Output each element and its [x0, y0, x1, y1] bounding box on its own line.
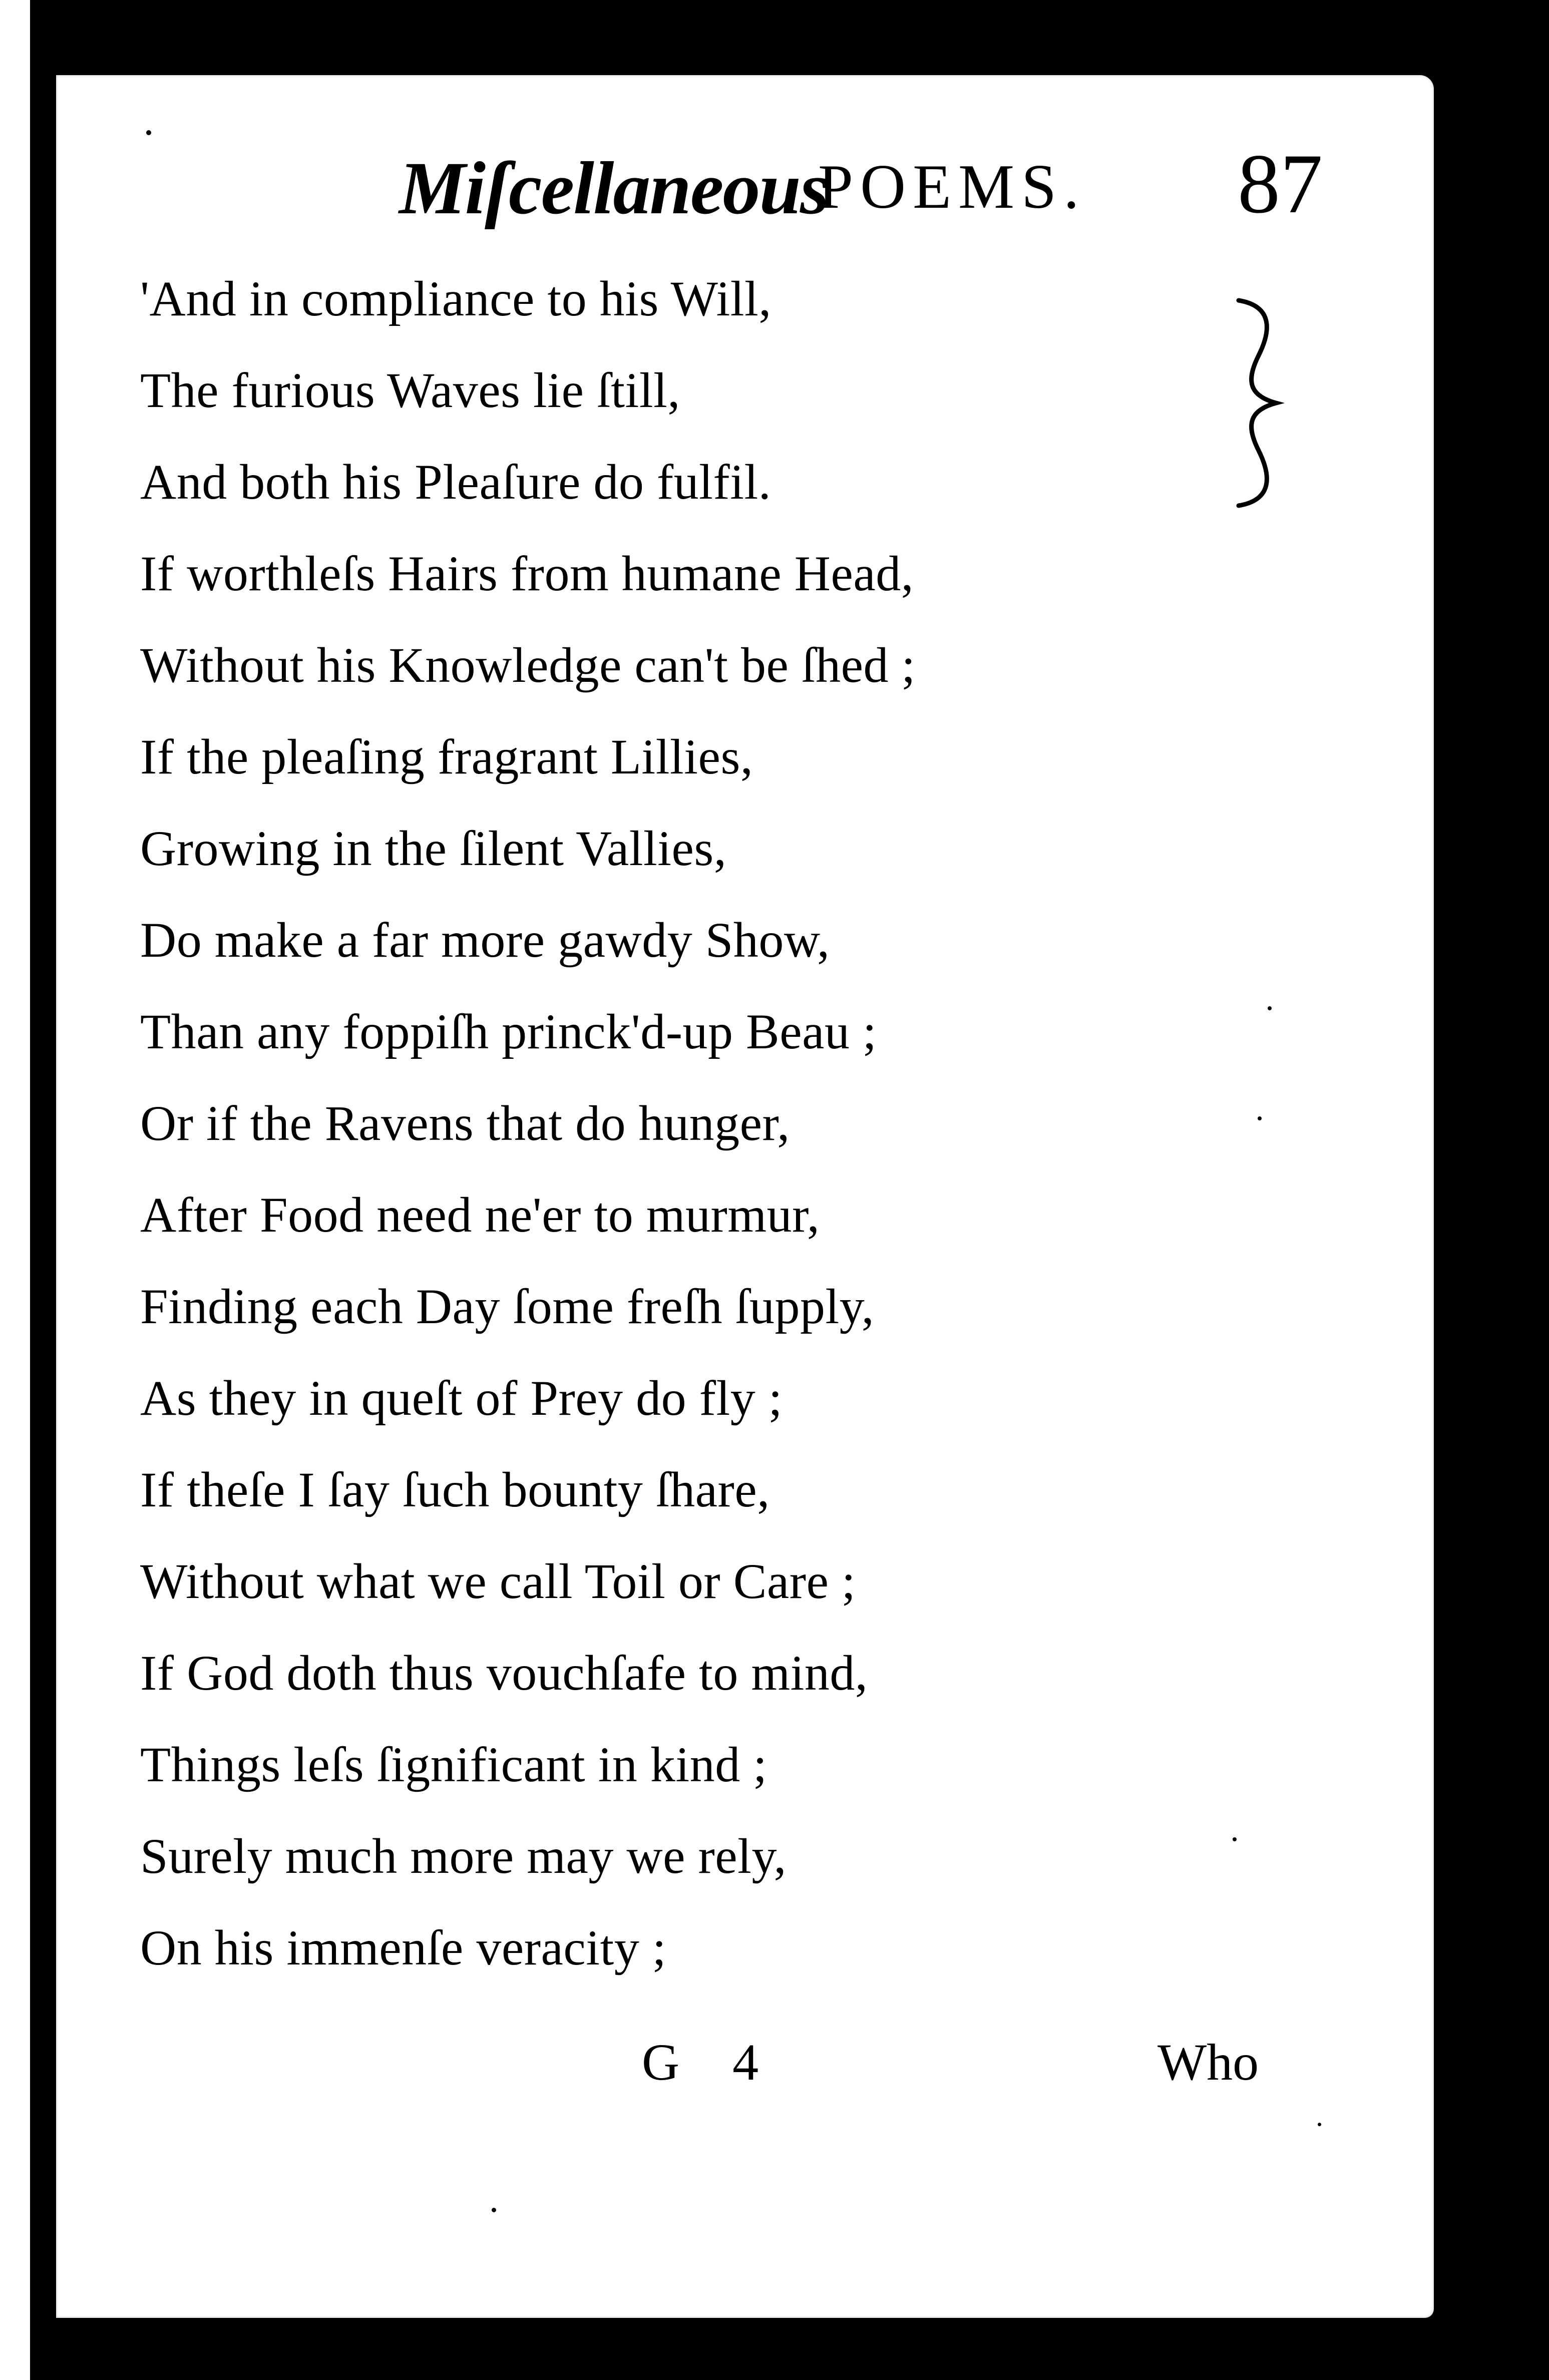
verse-line: Do make a far more gawdy Show, — [140, 912, 830, 968]
page-header — [341, 125, 1343, 245]
verse-line: Surely much more may we rely, — [140, 1828, 787, 1884]
ink-speck — [492, 2208, 496, 2212]
verse-line: Growing in the ſilent Vallies, — [140, 821, 727, 876]
ink-speck — [1318, 2123, 1321, 2126]
ink-speck — [1233, 1837, 1237, 1841]
page-number: 87 — [1238, 137, 1323, 231]
verse-line: Than any foppiſh princk'd-up Beau ; — [140, 1004, 877, 1059]
verse-line: Without what we call Toil or Care ; — [140, 1553, 856, 1609]
triplet-brace-icon — [1229, 295, 1289, 511]
verse-line: Finding each Day ſome freſh ſupply, — [140, 1279, 875, 1334]
verse-line: The furious Waves lie ſtill, — [140, 362, 680, 418]
verse-line: And both his Pleaſure do fulfil. — [140, 454, 771, 510]
verse-line: Things leſs ſignificant in kind ; — [140, 1737, 767, 1792]
verse-line: Without his Knowledge can't be ſhed ; — [140, 637, 916, 693]
poem-body — [140, 253, 1091, 1994]
verse-line: As they in queſt of Prey do fly ; — [140, 1370, 783, 1426]
left-margin-strip — [0, 0, 30, 2380]
verse-line: If worthleſs Hairs from humane Head, — [140, 546, 914, 601]
verse-line: If theſe I ſay ſuch bounty ſhare, — [140, 1462, 770, 1517]
verse-line: After Food need ne'er to murmur, — [140, 1187, 820, 1243]
signature-mark: G 4 — [642, 2034, 779, 2091]
verse-line: Or if the Ravens that do hunger, — [140, 1095, 790, 1151]
page-footer — [56, 2018, 1434, 2118]
verse-line: 'And in compliance to his Will, — [140, 271, 771, 326]
running-title-poems: POEMS. — [818, 152, 1086, 222]
verse-line: On his immenſe veracity ; — [140, 1920, 667, 1975]
book-page — [56, 75, 1434, 2318]
ink-speck — [1268, 1006, 1272, 1010]
ink-speck — [146, 130, 151, 135]
verse-line: If the pleaſing fragrant Lillies, — [140, 729, 753, 784]
binding-edge — [39, 0, 56, 2380]
running-title: Miſcellaneous — [399, 147, 829, 230]
catchword: Who — [1157, 2034, 1259, 2091]
verse-line: If God doth thus vouchſafe to mind, — [140, 1645, 868, 1701]
ink-speck — [1258, 1116, 1262, 1120]
